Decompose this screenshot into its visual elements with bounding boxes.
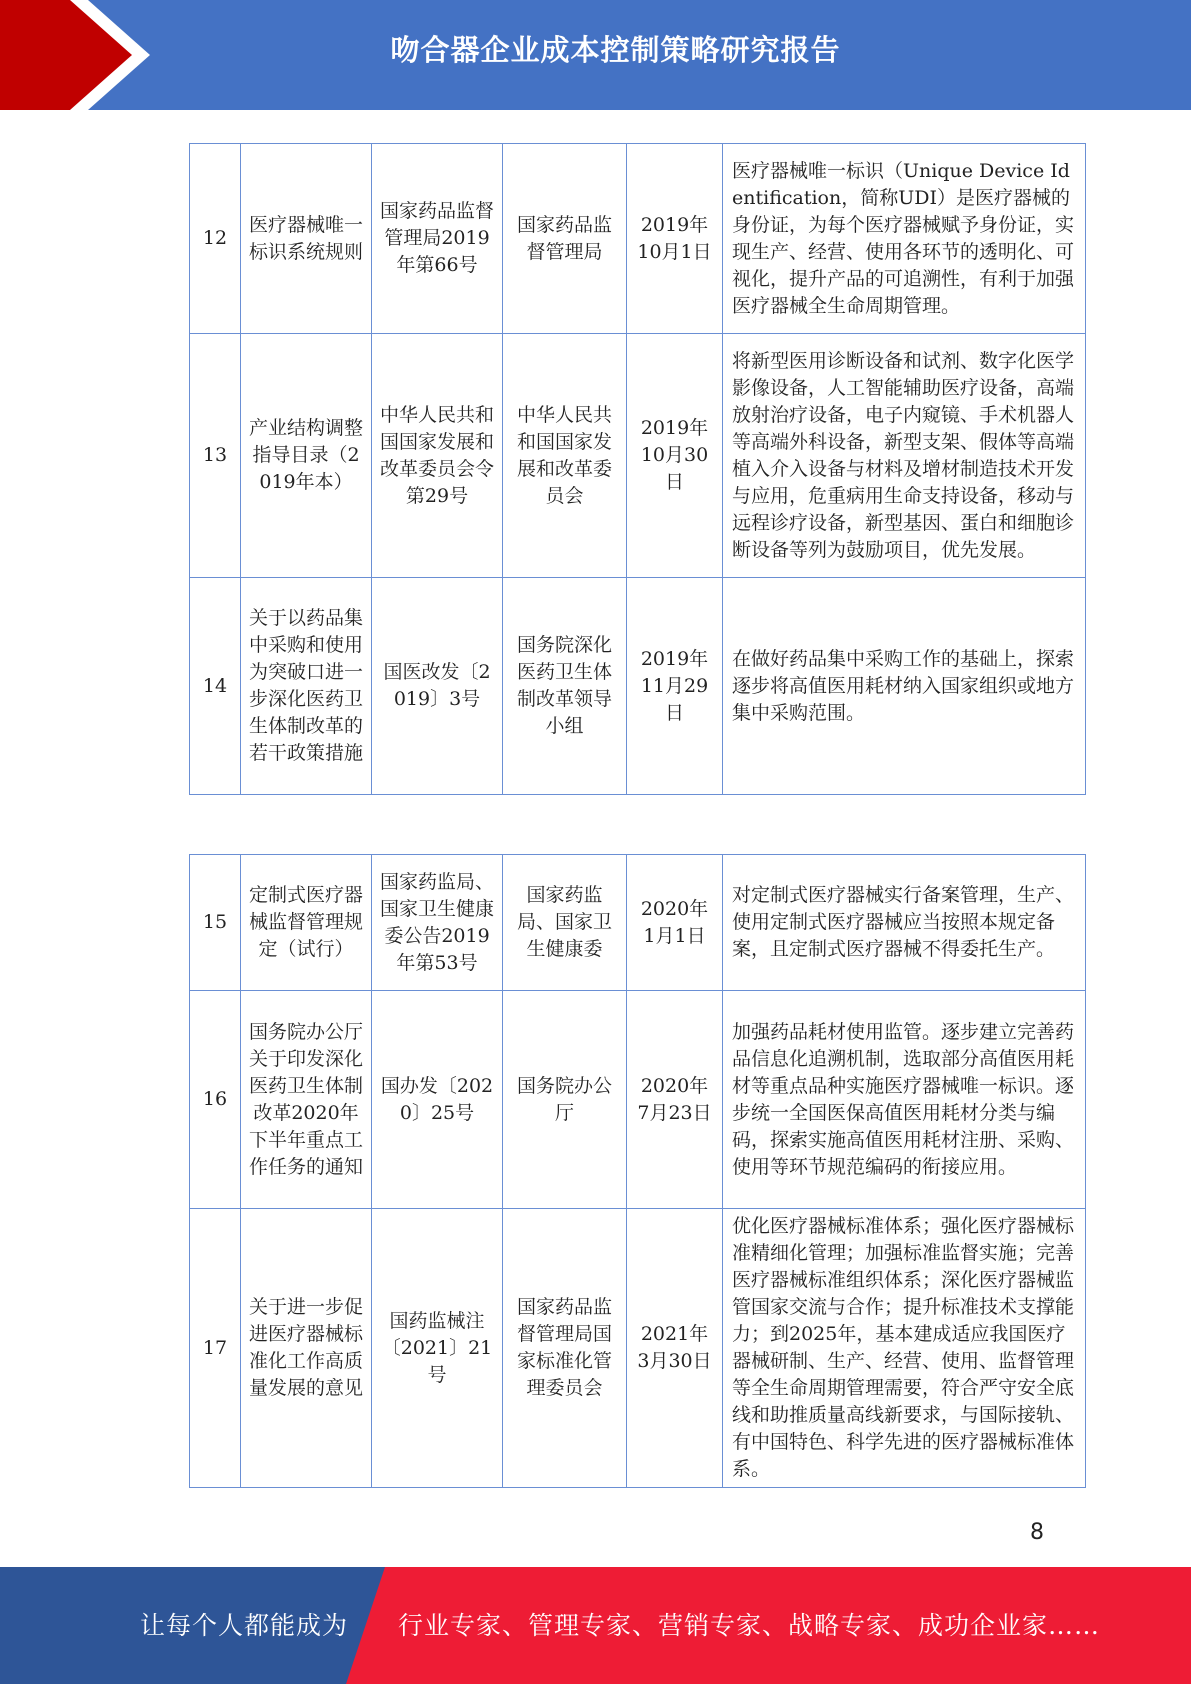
effective-date: 2020年1月1日 bbox=[627, 855, 723, 991]
policy-description: 医疗器械唯一标识（Unique Device Identification，简称UDI）是医疗器械的身份证，为每个医疗器械赋予身份证，实现生产、经营、使用各环节的透明化、可视化，提升产品的可追溯性，有利于加强医疗器械全生命周期管理。 bbox=[723, 144, 1086, 334]
table-row bbox=[190, 1209, 1086, 1488]
effective-date: 2019年11月29日 bbox=[627, 578, 723, 795]
page-title: 吻合器企业成本控制策略研究报告 bbox=[390, 33, 841, 67]
page-number: 8 bbox=[1030, 1520, 1044, 1545]
document-number: 国办发〔2020〕25号 bbox=[372, 991, 503, 1209]
document-number: 国医改发〔2019〕3号 bbox=[372, 578, 503, 795]
policy-table bbox=[189, 143, 1086, 795]
policy-name: 产业结构调整指导目录（2019年本） bbox=[241, 334, 372, 578]
row-number: 12 bbox=[190, 144, 241, 334]
policy-name: 关于以药品集中采购和使用为突破口进一步深化医药卫生体制改革的若干政策措施 bbox=[241, 578, 372, 795]
policy-description: 在做好药品集中采购工作的基础上，探索逐步将高值医用耗材纳入国家组织或地方集中采购范围。 bbox=[723, 578, 1086, 795]
policy-table bbox=[189, 854, 1086, 1488]
row-number: 15 bbox=[190, 855, 241, 991]
row-number: 13 bbox=[190, 334, 241, 578]
policy-name: 关于进一步促进医疗器械标准化工作高质量发展的意见 bbox=[241, 1209, 372, 1488]
policy-name: 国务院办公厅关于印发深化医药卫生体制改革2020年下半年重点工作任务的通知 bbox=[241, 991, 372, 1209]
table-row bbox=[190, 578, 1086, 795]
header-banner bbox=[0, 0, 1191, 110]
table-row bbox=[190, 855, 1086, 991]
policy-description: 对定制式医疗器械实行备案管理，生产、使用定制式医疗器械应当按照本规定备案，且定制式医疗器械不得委托生产。 bbox=[723, 855, 1086, 991]
table-row bbox=[190, 144, 1086, 334]
table-row bbox=[190, 991, 1086, 1209]
document-number: 国家药品监督管理局2019年第66号 bbox=[372, 144, 503, 334]
table-row bbox=[190, 334, 1086, 578]
issuing-authority: 国家药品监督管理局国家标准化管理委员会 bbox=[503, 1209, 627, 1488]
footer-banner bbox=[0, 1567, 1191, 1684]
effective-date: 2019年10月1日 bbox=[627, 144, 723, 334]
footer-slogan-left: 让每个人都能成为 bbox=[140, 1611, 349, 1640]
footer-slogan-right: 行业专家、管理专家、营销专家、战略专家、成功企业家…… bbox=[398, 1611, 1101, 1640]
policy-description: 优化医疗器械标准体系；强化医疗器械标准精细化管理；加强标准监督实施；完善医疗器械标准组织体系；深化医疗器械监管国家交流与合作；提升标准技术支撑能力；到2025年，基本建成适应我国医疗器械研制、生产、经营、使用、监督管理等全生命周期管理需要，符合严守安全底线和助推质量高线新要求，与国际接轨、有中国特色、科学先进的医疗器械标准体系。 bbox=[723, 1209, 1086, 1488]
issuing-authority: 国家药监局、国家卫生健康委 bbox=[503, 855, 627, 991]
policy-description: 将新型医用诊断设备和试剂、数字化医学影像设备，人工智能辅助医疗设备，高端放射治疗设备，电子内窥镜、手术机器人等高端外科设备，新型支架、假体等高端植入介入设备与材料及增材制造技术开发与应用，危重病用生命支持设备，移动与远程诊疗设备，新型基因、蛋白和细胞诊断设备等列为鼓励项目，优先发展。 bbox=[723, 334, 1086, 578]
effective-date: 2021年3月30日 bbox=[627, 1209, 723, 1488]
policy-description: 加强药品耗材使用监管。逐步建立完善药品信息化追溯机制，选取部分高值医用耗材等重点品种实施医疗器械唯一标识。逐步统一全国医保高值医用耗材分类与编码，探索实施高值医用耗材注册、采购、使用等环节规范编码的衔接应用。 bbox=[723, 991, 1086, 1209]
row-number: 16 bbox=[190, 991, 241, 1209]
document-number: 国家药监局、国家卫生健康委公告2019年第53号 bbox=[372, 855, 503, 991]
document-number: 中华人民共和国国家发展和改革委员会令第29号 bbox=[372, 334, 503, 578]
document-number: 国药监械注〔2021〕21号 bbox=[372, 1209, 503, 1488]
policy-name: 医疗器械唯一标识系统规则 bbox=[241, 144, 372, 334]
issuing-authority: 中华人民共和国国家发展和改革委员会 bbox=[503, 334, 627, 578]
issuing-authority: 国务院办公厅 bbox=[503, 991, 627, 1209]
row-number: 17 bbox=[190, 1209, 241, 1488]
policy-name: 定制式医疗器械监督管理规定（试行） bbox=[241, 855, 372, 991]
effective-date: 2020年7月23日 bbox=[627, 991, 723, 1209]
effective-date: 2019年10月30日 bbox=[627, 334, 723, 578]
issuing-authority: 国务院深化医药卫生体制改革领导小组 bbox=[503, 578, 627, 795]
row-number: 14 bbox=[190, 578, 241, 795]
issuing-authority: 国家药品监督管理局 bbox=[503, 144, 627, 334]
